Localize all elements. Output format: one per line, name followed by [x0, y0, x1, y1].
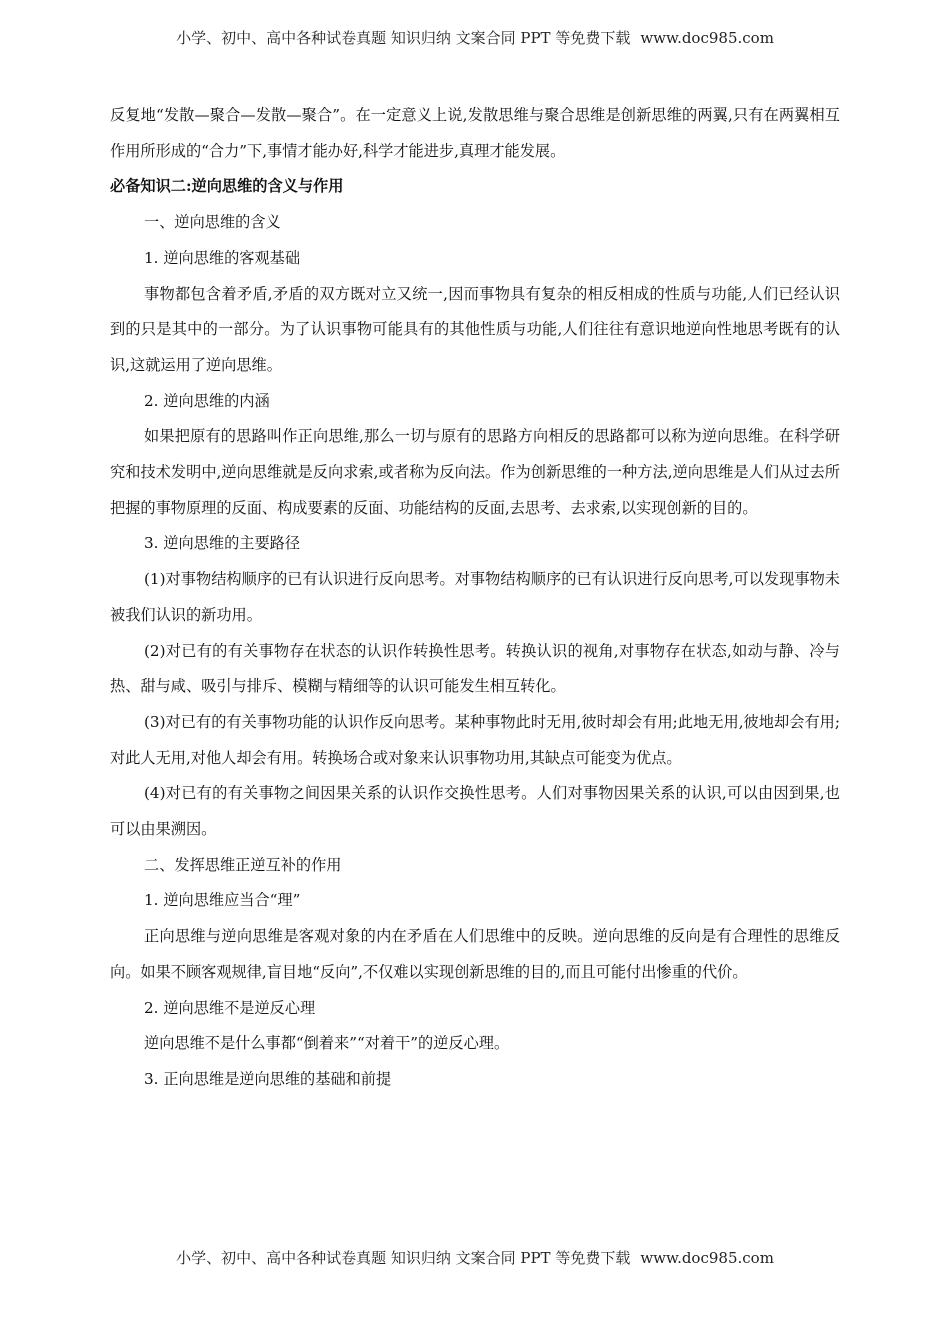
- page-header: [0, 28, 950, 48]
- numbered-heading: 1. 逆向思维的客观基础: [144, 248, 301, 267]
- list-item: (3)对已有的有关事物功能的认识作反向思考。某种事物此时无用,彼时却会有用;此地无用,彼地却会有用;对此人无用,对他人却会有用。转换场合或对象来认识事物功用,其缺点可能变为优点。: [110, 712, 840, 767]
- section-heading: 必备知识二:逆向思维的含义与作用: [110, 177, 344, 196]
- numbered-heading: 3. 逆向思维的主要路径: [144, 534, 301, 553]
- paragraph: 正向思维与逆向思维是客观对象的内在矛盾在人们思维中的反映。逆向思维的反向是有合理性的思维反向。如果不顾客观规律,盲目地“反向”,不仅难以实现创新思维的目的,而且可能付出惨重的代价。: [110, 927, 840, 981]
- header-url[interactable]: www.doc985.com: [640, 29, 774, 47]
- document-body: [110, 98, 840, 1098]
- header-text: 小学、初中、高中各种试卷真题 知识归纳 文案合同 PPT 等免费下载: [176, 29, 631, 47]
- numbered-heading: 1. 逆向思维应当合“理”: [144, 891, 301, 910]
- list-item: (1)对事物结构顺序的已有认识进行反向思考。对事物结构顺序的已有认识进行反向思考,可以发现事物未被我们认识的新功用。: [110, 570, 840, 624]
- subsection-heading: 二、发挥思维正逆互补的作用: [144, 855, 342, 874]
- paragraph: 逆向思维不是什么事都“倒着来”“对着干”的逆反心理。: [144, 1034, 510, 1053]
- subsection-heading: 一、逆向思维的含义: [144, 213, 281, 232]
- footer-text: 小学、初中、高中各种试卷真题 知识归纳 文案合同 PPT 等免费下载: [176, 1249, 631, 1267]
- paragraph: 如果把原有的思路叫作正向思维,那么一切与原有的思路方向相反的思路都可以称为逆向思维。在科学研究和技术发明中,逆向思维就是反向求索,或者称为反向法。作为创新思维的一种方法,逆向思维是人们从过去所把握的事物原理的反面、构成要素的反面、功能结构的反面,去思考、去求索,以实现创新的目的。: [110, 427, 840, 517]
- list-item: (2)对已有的有关事物存在状态的认识作转换性思考。转换认识的视角,对事物存在状态,如动与静、冷与热、甜与咸、吸引与排斥、模糊与精细等的认识可能发生相互转化。: [110, 641, 840, 696]
- numbered-heading: 2. 逆向思维不是逆反心理: [144, 998, 316, 1017]
- list-item: (4)对已有的有关事物之间因果关系的认识作交换性思考。人们对事物因果关系的认识,可以由因到果,也可以由果溯因。: [110, 784, 840, 839]
- paragraph: 事物都包含着矛盾,矛盾的双方既对立又统一,因而事物具有复杂的相反相成的性质与功能,人们已经认识到的只是其中的一部分。为了认识事物可能具有的其他性质与功能,人们往往有意识地逆向性地思考既有的认识,这就运用了逆向思维。: [110, 284, 840, 374]
- numbered-heading: 2. 逆向思维的内涵: [144, 391, 270, 410]
- footer-url[interactable]: www.doc985.com: [640, 1249, 774, 1267]
- numbered-heading: 3. 正向思维是逆向思维的基础和前提: [144, 1069, 392, 1088]
- paragraph-continued: 反复地“发散—聚合—发散—聚合”。在一定意义上说,发散思维与聚合思维是创新思维的两翼,只有在两翼相互作用所形成的“合力”下,事情才能办好,科学才能进步,真理才能发展。: [110, 106, 840, 160]
- page-footer: [0, 1248, 950, 1268]
